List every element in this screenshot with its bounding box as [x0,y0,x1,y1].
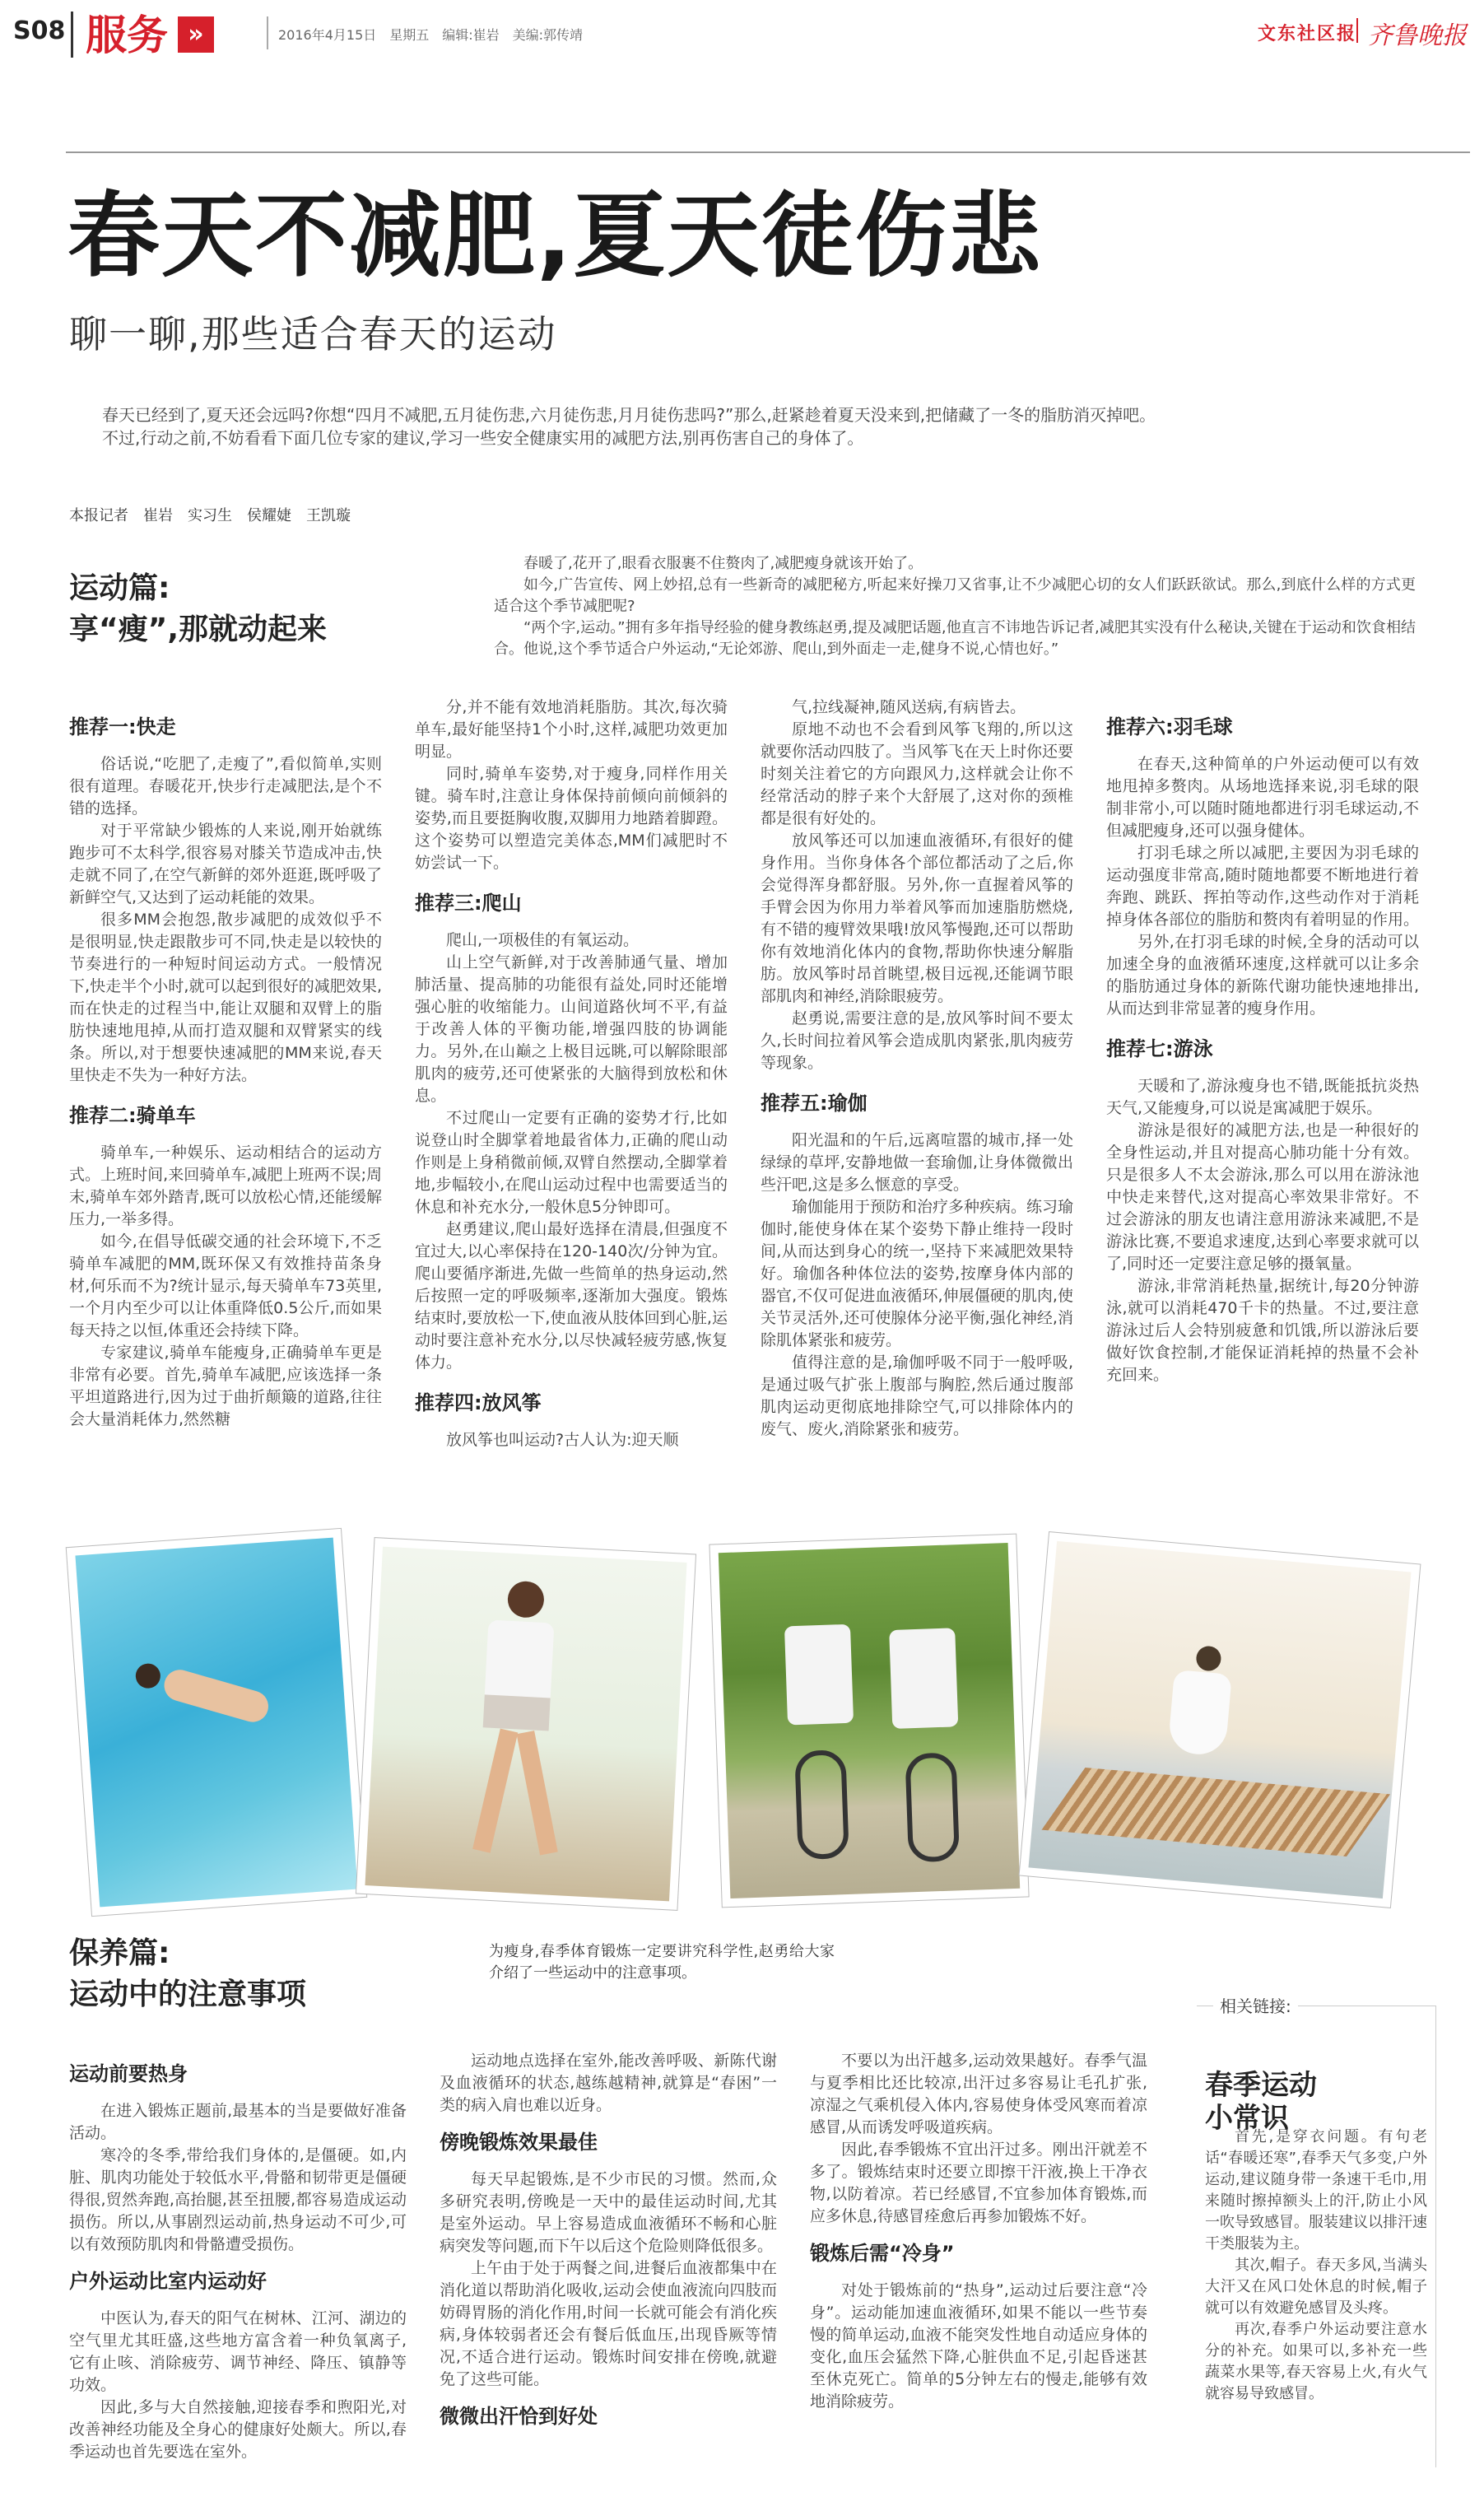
page-number: S08 [13,16,66,45]
careC-p3: 对处于锻炼前的“热身”,运动过后要注意“冷身”。运动能加速血液循环,如果不能以一些节奏慢的简单运动,血液不能突发性地自动适应身体的变化,血压会猛然下降,心脏供血不足,引起昏迷甚至休克死亡。简单的5分钟左右的慢走,能够有效地消除疲劳。 [810,2281,1147,2411]
rec5-p1: 阳光温和的午后,远离喧嚣的城市,择一处绿绿的草坪,安静地做一套瑜伽,让身体微微出些汗吧,这是多么惬意的享受。 [761,1131,1073,1194]
sidebar-title [1205,2069,1317,2135]
header-divider-mid [267,16,268,49]
rec1-p3: 很多MM会抱怨,散步减肥的成效似乎不是很明显,快走跟散步可不同,快走是以较快的节奏进行的一种短时间运动方式。一般情况下,快走半个小时,就可以起到很好的减肥效果,而在快走的过程当中,能让双腿和双臂上的脂肪快速地甩掉,从而打造双腿和双臂紧实的线条。所以,对于想要快速减肥的MM来说,春天里快走不失为一种好方法。 [69,911,382,1084]
col3-p1: 气,拉线凝神,随风送病,有病皆去。 [792,698,1026,716]
rec2-p3: 专家建议,骑单车能瘦身,正确骑单车更是非常有必要。首先,骑单车减肥,应该选择一条平坦道路进行,因为过于曲折颠簸的道路,往往会大量消耗体力,然然糖 [69,1344,382,1428]
col3-p4: 赵勇说,需要注意的是,放风筝时间不要太久,长时间拉着风筝会造成肌肉紧张,肌肉疲劳等现象。 [761,1009,1073,1072]
sidebar-p2: 其次,帽子。春天多风,当满头大汗又在风口处休息的时候,帽子就可以有效避免感冒及头疼。 [1205,2257,1427,2317]
issue-meta: 2016年4月15日 星期五 编辑:崔岩 美编:郭传靖 [278,27,584,43]
rec2-p1: 骑单车,一种娱乐、运动相结合的运动方式。上班时间,来回骑单车,减肥上班两不误;周末,骑单车郊外踏青,既可以放松心情,还能缓解压力,一举多得。 [69,1144,382,1228]
section-arrow-icon: » [178,16,214,53]
page-subtitle: 聊一聊,那些适合春天的运动 [69,312,557,356]
col3-p3: 放风筝还可以加速血液循环,有很好的健身作用。当你身体各个部位都活动了之后,你会觉得浑身都舒服。另外,你一直握着风筝的手臂会因为你用力举着风筝而加速脂肪燃烧,有不错的瘦臂效果哦!放风筝慢跑,还可以帮助你有效地消化体内的食物,帮助你快速分解脂肪。放风筝时昂首眺望,极目远视,还能调节眼部肌肉和神经,消除眼疲劳。 [761,832,1073,1005]
care-column-c [810,2050,1147,2413]
care-heading-a2: 户外运动比室内运动好 [69,2270,267,2293]
sport-column-3 [761,696,1073,1441]
rec3-p2: 山上空气新鲜,对于改善肺通气量、增加肺活量、提高肺的功能很有益处,同时还能增强心脏的收缩能力。山间道路伙坷不平,有益于改善人体的平衡功能,增强四肢的协调能力。另外,在山巅之上极目远眺,可以解除眼部肌肉的疲劳,还可使紧张的大脑得到放松和休息。 [415,953,728,1105]
careB-p2: 每天早起锻炼,是不少市民的习惯。然而,众多研究表明,傍晚是一天中的最佳运动时间,尤其是室外运动。早上容易造成血液循环不畅和心脏病突发等问题,而下午以后这个危险则降低很多。 [440,2170,777,2255]
rec-heading-6: 推荐六:羽毛球 [1106,715,1233,738]
lead-paragraph-2: 不过,行动之前,不妨看看下面几位专家的建议,学习一些安全健康实用的减肥方法,别再伤害自己的身体了。 [102,428,864,448]
header-rule [66,151,1470,153]
lead-paragraphs [69,403,1304,450]
related-links-sidebar [1197,1996,1436,2467]
careA-p3: 中医认为,春天的阳气在树林、江河、湖边的空气里尤其旺盛,这些地方富含着一种负氧离子,它有止咳、消除疲劳、调节神经、降压、镇静等功效。 [69,2309,407,2394]
rec6-p2: 打羽毛球之所以减肥,主要因为羽毛球的运动强度非常高,随时随地都要不断地进行着奔跑、跳跃、挥拍等动作,这些动作对于消耗掉身体各部位的脂肪和赘肉有着明显的作用。 [1106,844,1420,929]
yoga-photo [1020,1532,1421,1908]
sidebar-title-line2: 小常识 [1205,2102,1289,2135]
care-heading-b1: 傍晚锻炼效果最佳 [440,2131,598,2154]
sport-column-2 [415,696,728,1451]
rec1-p2: 对于平常缺少锻炼的人来说,刚开始就练跑步可不太科学,很容易对膝关节造成冲击,快走就不同了,在空气新鲜的郊外逛逛,既呼吸了新鲜空气,又达到了运动耗能的效果。 [69,822,382,906]
care-column-b [440,2050,777,2443]
care-heading-line1: 保养篇: [69,1936,170,1970]
col2-p2: 同时,骑单车姿势,对于瘦身,同样作用关键。骑车时,注意让身体保持前倾向前倾斜的姿势,而且要挺胸收腹,双脚用力地踏着脚蹬。这个姿势可以塑造完美体态,MM们减肥时不妨尝试一下。 [415,765,728,872]
rec-heading-7: 推荐七:游泳 [1106,1037,1213,1060]
rec3-p4: 赵勇建议,爬山最好选择在清晨,但强度不宜过大,以心率保持在120-140次/分钟为宜。爬山要循序渐进,先做一些简单的热身运动,然后按照一定的呼吸频率,逐渐加大强度。锻炼结束时,要放松一下,使血液从肢体回到心脏,运动时要注意补充水分,以尽快减轻疲劳感,恢复体力。 [415,1220,728,1372]
rec5-p2: 瑜伽能用于预防和治疗多种疾病。练习瑜伽时,能使身体在某个姿势下静止维持一段时间,从而达到身心的统一,坚持下来减肥效果特好。瑜伽各种体位法的姿势,按摩身体内部的器官,不仅可促进血液循环,伸展僵硬的肌肉,使关节灵活外,还可使腺体分泌平衡,强化神经,消除肌体紧张和疲劳。 [761,1198,1074,1349]
careA-p4: 因此,多与大自然接触,迎接春季和煦阳光,对改善神经功能及全身心的健康好处颇大。所以,春季运动也首先要选在室外。 [69,2398,407,2461]
care-heading-line2: 运动中的注意事项 [69,1978,307,2011]
sidebar-p1: 首先,是穿衣问题。有句老话“春暖还寒”,春季天气多变,户外运动,建议随身带一条速干毛巾,用来随时擦掉额头上的汗,防止小风一吹导致感冒。服装建议以排汗速干类服装为主。 [1205,2128,1427,2252]
care-heading-a1: 运动前要热身 [69,2062,188,2085]
col2-p1: 分,并不能有效地消耗脂肪。其次,每次骑单车,最好能坚持1个小时,这样,减肥功效更加明显。 [415,698,728,761]
careA-p2: 寒冷的冬季,带给我们身体的,是僵硬。如,内脏、肌肉功能处于较低水平,骨骼和韧带更是僵硬得很,贸然奔跑,高抬腿,甚至扭腰,都容易造成运动损伤。所以,从事剧烈运动前,热身运动不可少,可以有效预防肌肉和骨骼遭受损伤。 [69,2146,407,2253]
rec6-p3: 另外,在打羽毛球的时候,全身的活动可以加速全身的血液循环速度,这样就可以让多余的脂肪通过身体的新陈代谢功能快速地排出,从而达到非常显著的瘦身作用。 [1106,933,1419,1018]
rec-heading-5: 推荐五:瑜伽 [761,1092,868,1115]
rec3-p3: 不过爬山一定要有正确的姿势才行,比如说登山时全脚掌着地最省体力,正确的爬山动作则是上身稍微前倾,双臂自然摆动,全脚掌着地,步幅较小,在爬山运动过程中也需要适当的休息和补充水分,一般休息5分钟即可。 [415,1109,728,1216]
header-divider-right [1356,18,1358,43]
rec-heading-2: 推荐二:骑单车 [69,1104,196,1127]
rec6-p1: 在春天,这种简单的户外运动便可以有效地甩掉多赘肉。从场地选择来说,羽毛球的限制非常小,可以随时随地都进行羽毛球运动,不但减肥瘦身,还可以强身健体。 [1106,755,1419,840]
sidebar-text [1205,2127,1427,2405]
header-divider-left [71,12,73,58]
section-name: 服务 [86,12,168,59]
rec7-p3: 游泳,非常消耗热量,据统计,每20分钟游泳,就可以消耗470千卡的热量。不过,要注意游泳过后人会特别疲惫和饥饿,所以游泳后要做好饮食控制,才能保证消耗掉的热量不会补充回来。 [1106,1277,1419,1384]
sport-heading-line2: 享“瘦”,那就动起来 [69,613,327,646]
rec7-p1: 天暖和了,游泳瘦身也不错,既能抵抗炎热天气,又能瘦身,可以说是寓减肥于娱乐。 [1106,1077,1419,1117]
cyclists-photo [709,1535,1028,1908]
rec5-p3: 值得注意的是,瑜伽呼吸不同于一般呼吸,是通过吸气扩张上腹部与胸腔,然后通过腹部肌肉运动更彻底地排除空气,可以排除体内的废气、废火,消除紧张和疲劳。 [761,1353,1073,1438]
column-name: 文东社区报 [1258,24,1357,44]
jogger-photo [356,1538,695,1910]
careB-p3: 上午由于处于两餐之间,进餐后血液都集中在消化道以帮助消化吸收,运动会使血液流向四肢而妨碍胃肠的消化作用,时间一长就可能会有消化疾病,身体较弱者还会有餐后低血压,出现昏厥等情况,不适合进行运动。锻炼时间安排在傍晚,就避免了这些可能。 [440,2259,777,2388]
rec2-p2: 如今,在倡导低碳交通的社会环境下,不乏骑单车减肥的MM,既环保又有效推持苗条身材,何乐而不为?统计显示,每天骑单车73英里,一个月内至少可以让体重降低0.5公斤,而如果每天持之以恒,体重还会持续下降。 [69,1232,382,1339]
careC-p1: 不要以为出汗越多,运动效果越好。春季气温与夏季相比还比较凉,出汗过多容易让毛孔扩张,凉湿之气乘机侵入体内,容易使身体受风寒而着凉感冒,从而诱发呼吸道疾病。 [810,2052,1147,2136]
sport-column-4 [1106,716,1419,1386]
care-heading-c1: 锻炼后需“冷身” [810,2242,955,2265]
sport-intro-1: 春暖了,花开了,眼看衣服裹不住赘肉了,减肥瘦身就该开始了。 [523,555,923,572]
care-section-heading [69,1933,306,2015]
sport-intro [494,553,1416,660]
care-caption [489,1941,835,1984]
careA-p1: 在进入锻炼正题前,最基本的当是要做好准备活动。 [69,2102,407,2142]
swimmer-photo [67,1529,366,1916]
careB-p1: 运动地点选择在室外,能改善呼吸、新陈代谢及血液循环的状态,越练越精神,就算是“春困”一类的病入肩也难以近身。 [440,2052,777,2114]
lead-paragraph-1: 春天已经到了,夏天还会远吗?你想“四月不减肥,五月徒伤悲,六月徒伤悲,月月徒伤悲吗?”那么,赶紧趁着夏天没来到,把储藏了一冬的脂肪消灭掉吧。 [102,405,1156,425]
sidebar-title-line1: 春季运动 [1205,2069,1317,2102]
sport-intro-2: 如今,广告宣传、网上妙招,总有一些新奇的减肥秘方,听起来好操刀又省事,让不少减肥心切的女人们跃跃欲试。那么,到底什么样的方式更适合这个季节减肥呢? [494,576,1416,615]
page-title: 春天不减肥,夏天徒伤悲 [67,183,1043,290]
sport-section-heading [69,568,327,650]
rec-heading-1: 推荐一:快走 [69,715,176,738]
rec-heading-4: 推荐四:放风筝 [415,1391,542,1414]
newspaper-logo: 齐鲁晚报 [1368,21,1467,50]
rec3-p1: 爬山,一项极佳的有氧运动。 [446,931,640,949]
rec1-p1: 俗话说,“吃肥了,走瘦了”,看似简单,实则很有道理。春暖花开,快步行走减肥法,是个不错的选择。 [69,755,382,818]
byline: 本报记者 崔岩 实习生 侯耀婕 王凯璇 [69,507,351,524]
care-column-a [69,2063,407,2463]
related-links-tag: 相关链接: [1213,1993,1298,2017]
rec7-p2: 游泳是很好的减肥方法,也是一种很好的全身性运动,并且对提高心肺功能十分有效。只是很多人不太会游泳,那么可以用在游泳池中快走来替代,这对提高心率效果非常好。不过会游泳的朋友也请注意用游泳来减肥,不是游泳比赛,不要追求速度,达到心率要求就可以了,同时还一定要注意足够的摄氧量。 [1106,1121,1419,1273]
col3-p2: 原地不动也不会看到风筝飞翔的,所以这就要你活动四肢了。当风筝飞在天上时你还要时刻关注着它的方向跟风力,这样就会让你不经常活动的脖子来个大舒展了,这对你的颈椎都是很有好处的。 [761,720,1074,827]
sport-heading-line1: 运动篇: [69,571,170,605]
care-caption-text: 为瘦身,春季体育锻炼一定要讲究科学性,赵勇给大家介绍了一些运动中的注意事项。 [489,1943,835,1982]
care-heading-b2: 微微出汗恰到好处 [440,2405,598,2428]
sport-intro-3: “两个字,运动。”拥有多年指导经验的健身教练赵勇,提及减肥话题,他直言不讳地告诉记者,减肥其实没有什么秘诀,关键在于运动和饮食相结合。他说,这个季节适合户外运动,“无论郊游、爬山,到外面走一走,健身不说,心情也好。” [494,619,1416,658]
sport-column-1 [69,716,382,1431]
sidebar-p3: 再次,春季户外运动要注意水分的补充。如果可以,多补充一些蔬菜水果等,春天容易上火,有火气就容易导致感冒。 [1205,2321,1427,2402]
careC-p2: 因此,春季锻炼不宜出汗过多。刚出汗就差不多了。锻炼结束时还要立即擦干汗液,换上干净衣物,以防着凉。若已经感冒,不宜参加体育锻炼,而应多休息,待感冒痊愈后再参加锻炼不好。 [810,2141,1147,2225]
rec-heading-3: 推荐三:爬山 [415,892,522,915]
rec4-p1: 放风筝也叫运动?古人认为:迎天顺 [446,1431,679,1449]
